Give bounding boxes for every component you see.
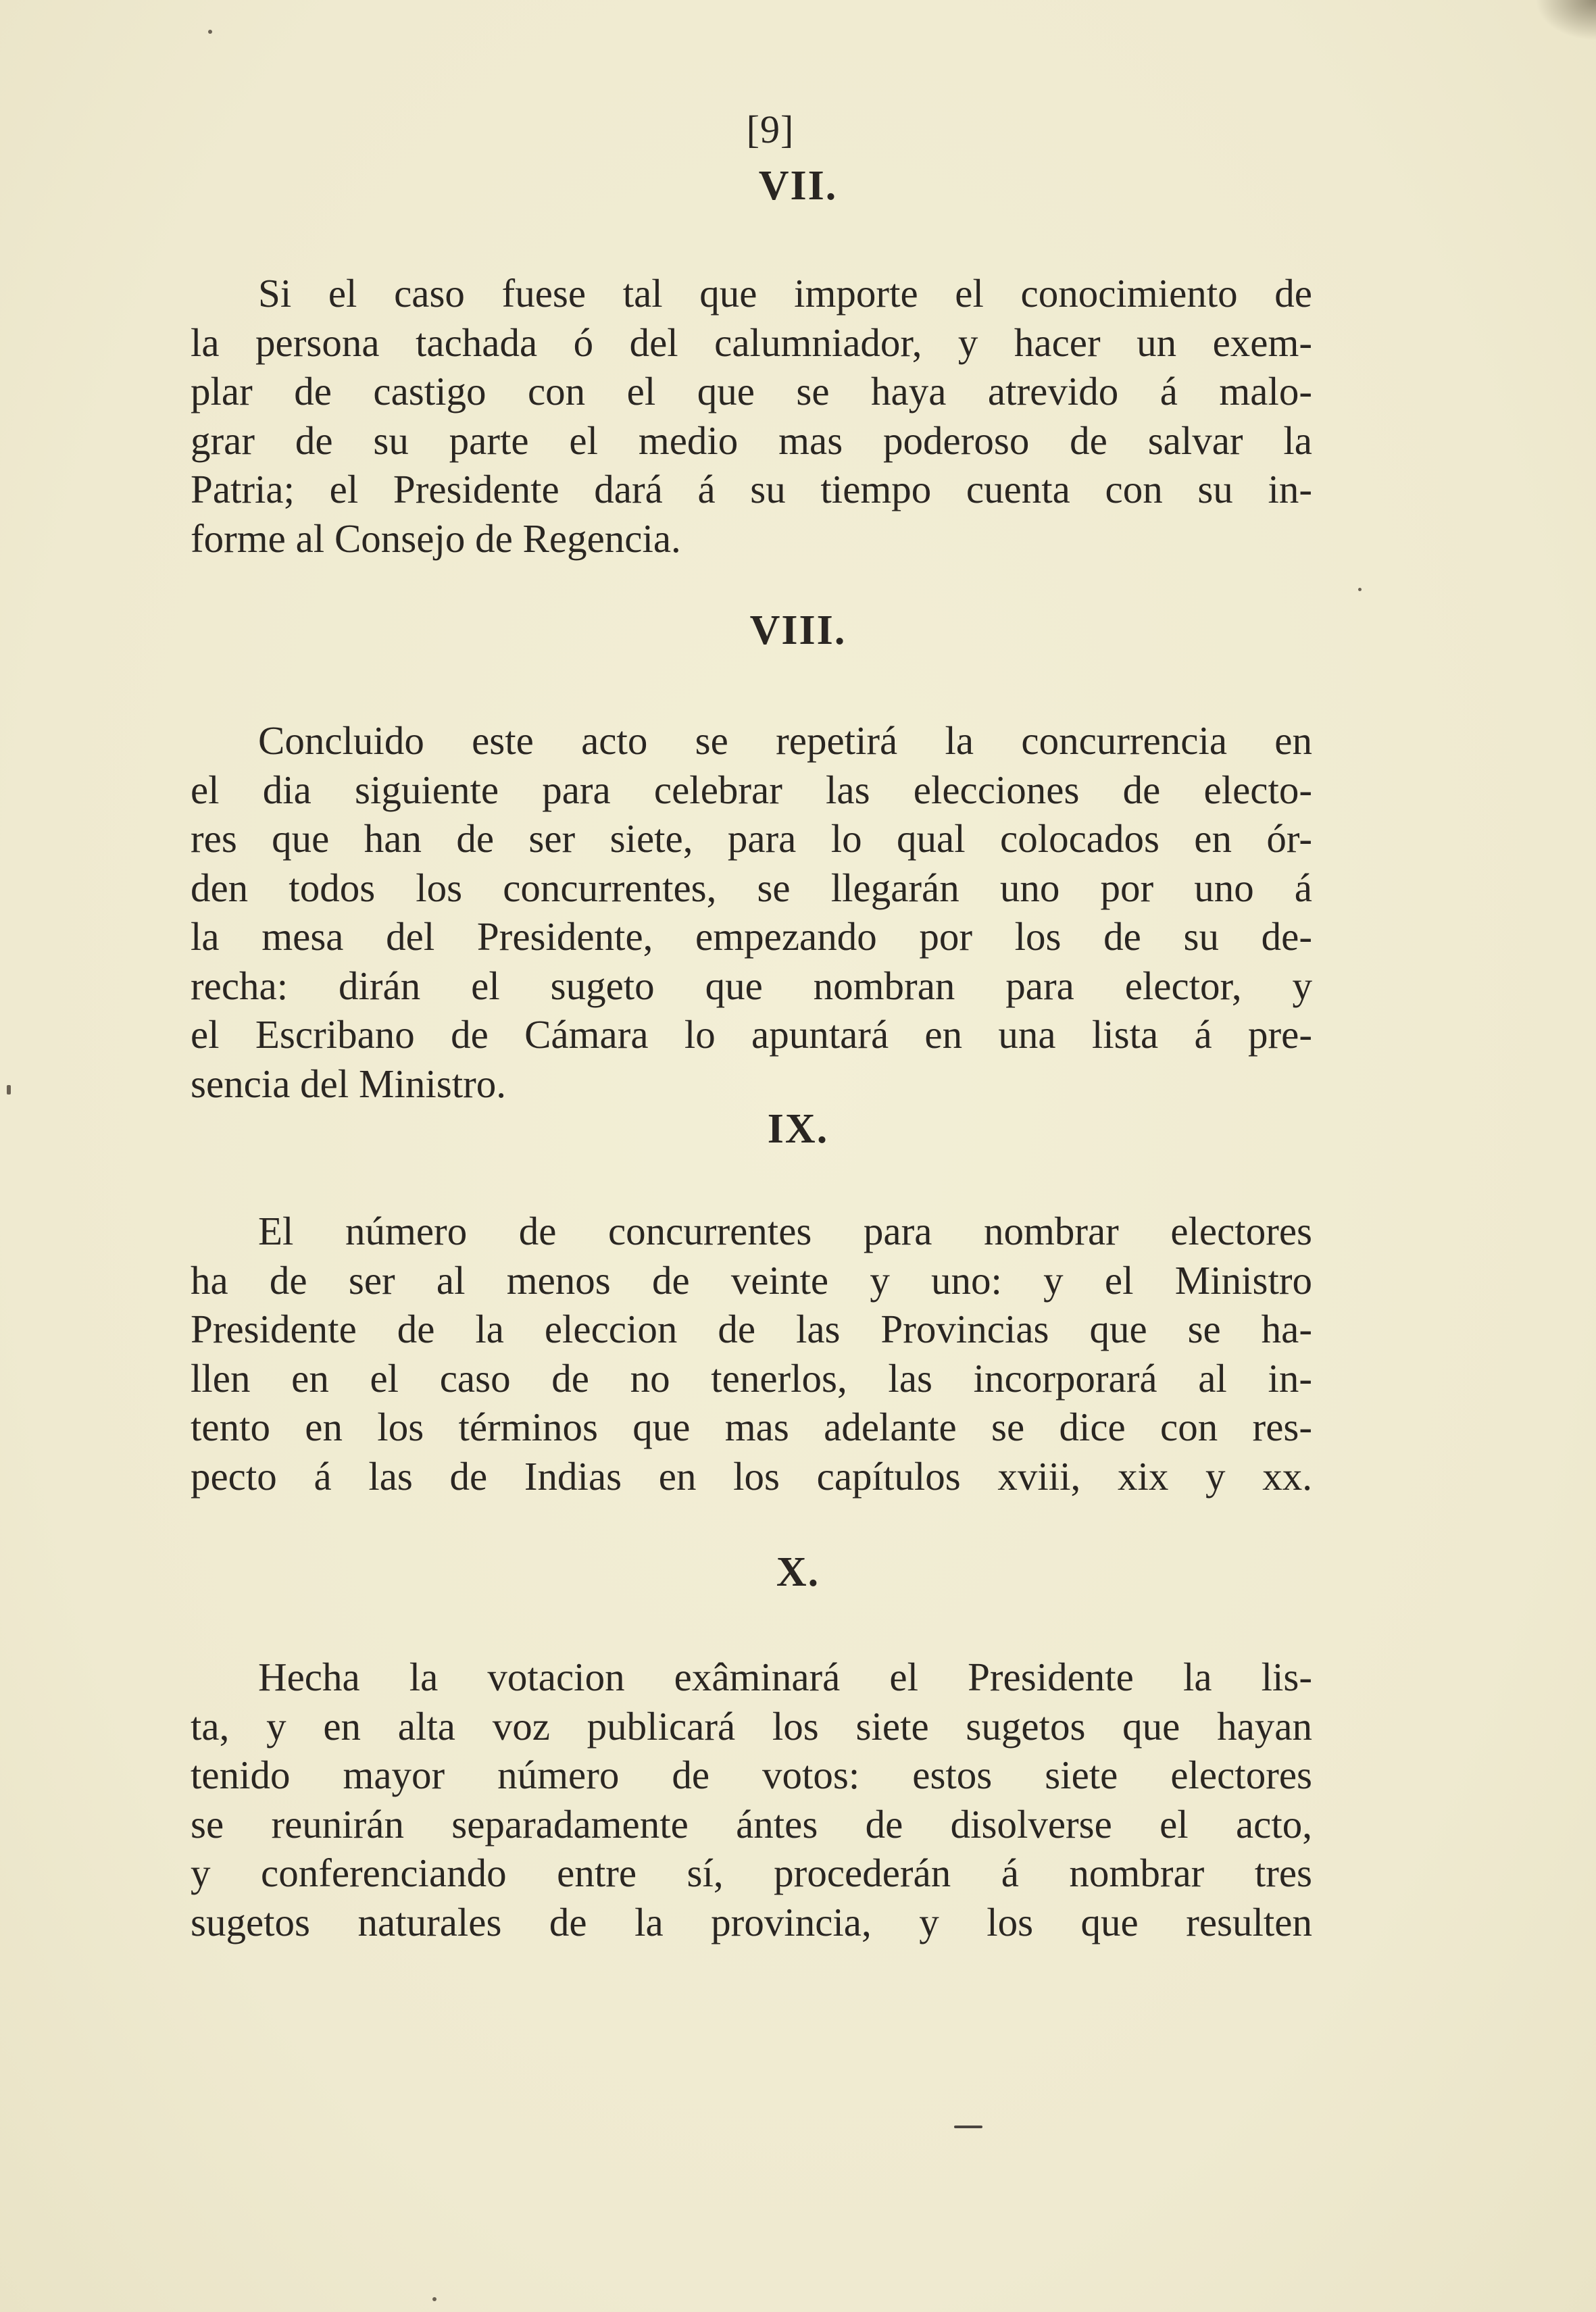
section-heading-ix: IX.: [767, 1106, 829, 1152]
paper-speck: [432, 2297, 437, 2301]
text-line: la persona tachada ó del calumniador, y hacer un exem-: [191, 320, 1312, 365]
text-line: Presidente de la eleccion de las Provincias que se ha-: [191, 1307, 1312, 1351]
text-line: sencia del Ministro.: [191, 1061, 506, 1106]
text-line: Concluido este acto se repetirá la concurrencia en: [258, 718, 1312, 763]
text-line: sugetos naturales de la provincia, y los que resulten: [191, 1899, 1312, 1944]
text-line: El número de concurrentes para nombrar electores: [258, 1209, 1312, 1253]
text-line: ha de ser al menos de veinte y uno: y el Ministro: [191, 1257, 1312, 1303]
text-line: recha: dirán el sugeto que nombran para elector, y: [191, 963, 1312, 1008]
section-heading-viii: VIII.: [749, 607, 847, 653]
text-line: tento en los términos que mas adelante se dice con res-: [191, 1405, 1312, 1449]
text-line: Hecha la votacion exâminará el Presidente la lis-: [258, 1655, 1312, 1699]
text-line: el dia siguiente para celebrar las elecciones de electo-: [191, 767, 1312, 812]
text-line: grar de su parte el medio mas poderoso de salvar la: [191, 418, 1312, 463]
text-line: la mesa del Presidente, empezando por los de su de-: [191, 914, 1312, 959]
text-line: se reunirán separadamente ántes de disolverse el acto,: [191, 1801, 1312, 1846]
text-line: llen en el caso de no tenerlos, las incorporará al in-: [191, 1355, 1312, 1401]
text-line: tenido mayor número de votos: estos siete electores: [191, 1753, 1312, 1797]
paper-speck: [208, 30, 212, 34]
text-line: den todos los concurrentes, se llegarán uno por uno á: [191, 865, 1312, 910]
text-line: res que han de ser siete, para lo qual colocados en ór-: [191, 816, 1312, 861]
bottom-rule-mark: [954, 2126, 982, 2128]
text-line: pecto á las de Indias en los capítulos xviii, xix y xx.: [191, 1453, 1312, 1499]
section-x-paragraph: [191, 1653, 1312, 1946]
text-line: y conferenciando entre sí, procederán á nombrar tres: [191, 1851, 1312, 1895]
text-line: forme al Consejo de Regencia.: [191, 516, 681, 561]
section-viii-paragraph: [191, 716, 1312, 1108]
section-vii-paragraph: [191, 269, 1312, 563]
text-line: Patria; el Presidente dará á su tiempo cuenta con su in-: [191, 467, 1312, 511]
page-corner-shadow: [1535, 0, 1596, 41]
page-number: [9]: [746, 107, 795, 151]
section-ix-paragraph: [191, 1207, 1312, 1501]
section-heading-vii: VII.: [758, 163, 838, 209]
paper-speck: [7, 1085, 11, 1095]
paper-speck: [1358, 588, 1362, 591]
section-heading-x: X.: [776, 1549, 820, 1595]
text-line: ta, y en alta voz publicará los siete sugetos que hayan: [191, 1703, 1312, 1749]
text-line: Si el caso fuese tal que importe el conocimiento de: [258, 271, 1312, 316]
text-line: el Escribano de Cámara lo apuntará en una lista á pre-: [191, 1012, 1312, 1057]
text-line: plar de castigo con el que se haya atrevido á malo-: [191, 369, 1312, 413]
